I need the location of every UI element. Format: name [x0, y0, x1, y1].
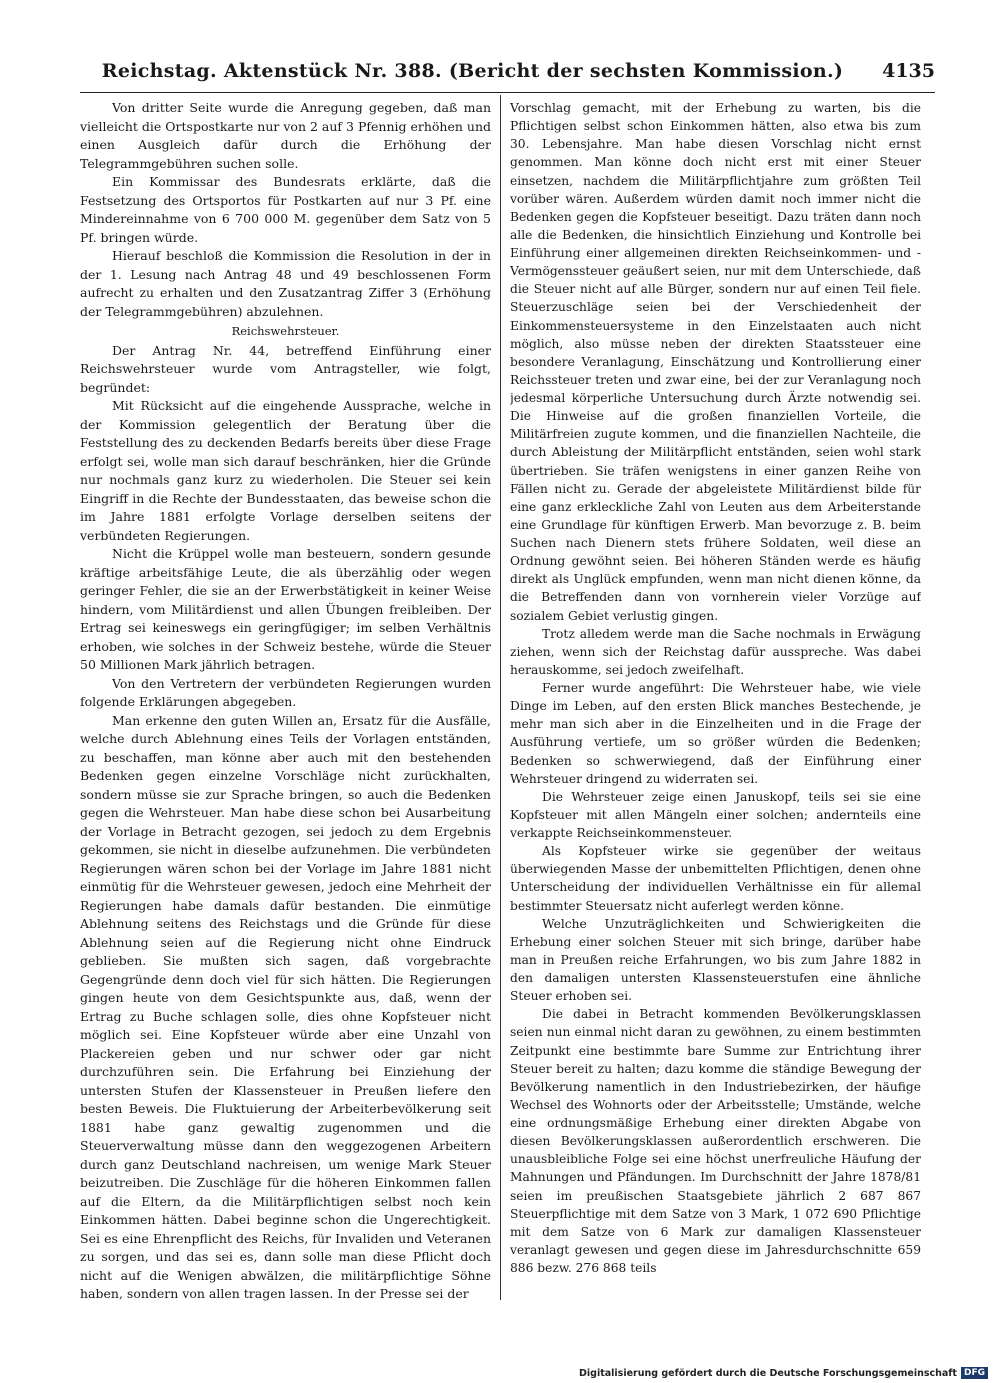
paragraph: Man erkenne den guten Willen an, Ersatz für die Ausfälle, welche durch Ablehnung eines Teils der Vorlagen entständen, zu beschaffen, man könne aber auch mit den bestehenden Bedenken gegen einzelne Vorschläge nicht zurückhalten, sondern müsse sie zur Sprache bringen, so auch die Bedenken gegen die Wehrsteuer. Man habe diese schon bei Ausarbeitung der Vorlage in Betracht gezogen, sei jedoch zu dem Ergebnis gekommen, sie nicht in dieselbe aufzunehmen. Die verbündeten Regierungen wären schon bei der Vorlage im Jahre 1881 nicht einmütig für die Wehrsteuer gewesen, jedoch eine Mehrheit der Regierungen habe damals dafür bestanden. Die einmütige Ablehnung seitens des Reichstags und die Gründe für diese Ablehnung seien auf die Regierung nicht ohne Eindruck geblieben. Sie mußten sich sagen, daß vorgebrachte Gegengründe denn doch viel für sich hätten. Die Regierungen gingen heute von dem Gesichtspunkte aus, daß, wenn der Ertrag zu Buche schlagen solle, dies ohne Kopfsteuer nicht möglich sei. Eine Kopfsteuer würde aber eine Unzahl von Plackereien geben und nur schwer oder gar nicht durchzuführen sein. Die Erfahrung bei Einziehung der untersten Stufen der Klassensteuer in Preußen liefere den besten Beweis. Die Fluktuierung der Arbeiterbevölkerung seit 1881 habe ganz gewaltig zugenommen und die Steuerverwaltung müsse dann den weggezogenen Arbeitern durch ganz Deutschland nachreisen, um wenige Mark Steuer beizutreiben. Die Zuschläge für die höheren Einkommen fallen auf die Eltern, da die Militärpflichtigen selbst noch kein Einkommen hätten. Dabei beginne schon die Ungerechtigkeit. Sei es eine Ehrenpflicht des Reichs, für Invaliden und Veteranen zu sorgen, und das sei es, dann solle man diese Pflicht doch nicht auf die Wenigen abwälzen, die militärpflichtige Söhne haben, sondern von allen tragen lassen. In der Presse sei der	[80, 712, 491, 1301]
paragraph: Von den Vertretern der verbündeten Regierungen wurden folgende Erklärungen abgegeben.	[80, 675, 491, 709]
paragraph: Trotz alledem werde man die Sache nochmals in Erwägung ziehen, wenn sich der Reichstag dafür ausspreche. Was dabei herauskomme, sei jedoch zweifelhaft.	[510, 626, 921, 677]
page-footer	[579, 1366, 988, 1380]
dfg-logo: DFG	[961, 1367, 988, 1379]
paragraph: Hierauf beschloß die Kommission die Resolution in der in der 1. Lesung nach Antrag 48 und 49 beschlossenen Form aufrecht zu erhalten und den Zusatzantrag Ziffer 3 (Erhöhung der Telegrammgebühren) abzulehnen.	[80, 248, 491, 319]
paragraph: Mit Rücksicht auf die eingehende Aussprache, welche in der Kommission gelegentlich der Beratung über die Feststellung des zu deckenden Bedarfs bereits über diese Frage erfolgt sei, wolle man sich darauf beschränken, hier die Gründe nur nochmals ganz kurz zu wiederholen. Die Steuer sei kein Eingriff in die Rechte der Bundesstaaten, das beweise schon die im Jahre 1881 erfolgte Vorlage derselben seitens der verbündeten Regierungen.	[80, 398, 491, 543]
paragraph: Der Antrag Nr. 44, betreffend Einführung einer Reichswehrsteuer wurde vom Antragsteller, wie folgt, begründet:	[80, 342, 491, 395]
paragraph: Von dritter Seite wurde die Anregung gegeben, daß man vielleicht die Ortspostkarte nur von 2 auf 3 Pfennig erhöhen und einen Ausgleich dafür durch die Erhöhung der Telegrammgebühren suchen solle.	[80, 100, 491, 171]
page-header	[80, 60, 935, 92]
paragraph: Ferner wurde angeführt: Die Wehrsteuer habe, wie viele Dinge im Leben, auf den ersten Blick manches Bestechende, je mehr man sich aber in die Einzelheiten und in die Frage der Ausführung vertiefe, um so größer würden die Bedenken; Bedenken so schwerwiegend, daß der Einführung einer Wehrsteuer dringend zu widerraten sei.	[510, 681, 921, 786]
funding-note: Digitalisierung gefördert durch die Deutsche Forschungsgemeinschaft	[579, 1367, 957, 1379]
paragraph-continued: Vorschlag gemacht, mit der Erhebung zu warten, bis die Pflichtigen selbst schon Einkommen hätten, also etwa bis zum 30. Lebensjahre. Man habe diesen Vorschlag nicht ernst genommen. Man könne doch nicht erst mit einer Steuer einsetzen, nachdem die Militärpflichtjahre zum größten Teil vorüber wären. Außerdem würden damit noch immer nicht die Bedenken gegen die Kopfsteuer beseitigt. Dazu träten dann noch alle die Bedenken, die hinsichtlich Einziehung und Kontrolle bei Einführung einer allgemeinen direkten Reichseinkommen- und -Vermögenssteuer geäußert seien, nur mit dem Unterschiede, daß die Steuer nicht auf alle Bürger, sondern nur auf einen Teil fiele. Steuerzuschläge seien bei der Verschiedenheit der Einkommensteuersysteme in den Einzelstaaten auch nicht möglich, also müsse neben der direkten Staatssteuer eine besondere Veranlagung, Einschätzung und Kontrollierung einer Reichssteuer treten und zwar eine, bei der zur Veranlagung noch jedesmal körperliche Untersuchung durch Ärzte notwendig sei. Die Hinweise auf die großen finanziellen Vorteile, die Militärfreien zugute kommen, und die finanziellen Nachteile, die durch Ableistung der Militärpflicht entständen, seien wohl stark übertrieben. Sie träfen wenigstens in einer ganzen Reihe von Fällen nicht zu. Gerade der abgeleistete Militärdienst bilde für eine ganz erkleckliche Zahl von Leuten aus dem Arbeiterstande eine Grundlage für künftigen Erwerb. Man bevorzuge z. B. beim Suchen nach Dienern stets frühere Soldaten, weil diese an Ordnung gewöhnt seien. Bei höheren Ständen werde es häufig direkt als Unglück empfunden, wenn man nicht dienen könne, da die Betreffenden dann von vornherein vieler Vorzüge auf sozialem Gebiet verlustig gingen.	[510, 101, 921, 623]
paragraph: Die dabei in Betracht kommenden Bevölkerungsklassen seien nun einmal nicht daran zu gewöhnen, zu einem bestimmten Zeitpunkt eine bestimmte bare Summe zur Entrichtung ihrer Steuer bereit zu halten; dazu komme die ständige Bewegung der Bevölkerung namentlich in den Industriebezirken, der häufige Wechsel des Wohnorts oder der Arbeitsstelle; Umstände, welche eine ordnungsmäßige Erhebung einer direkten Abgabe von diesen Bevölkerungsklassen außerordentlich erschweren. Die unausbleibliche Folge sei eine höchst unerfreuliche Häufung der Mahnungen und Pfändungen. Im Durchschnitt der Jahre 1878/81 seien im preußischen Staatsgebiete jährlich 2 687 867 Steuerpflichtige mit dem Satze von 3 Mark, 1 072 690 Pflichtige mit dem Satze von 6 Mark zur damaligen Klassensteuer veranlagt gewesen und gegen diese im Jahresdurchschnitte 659 886 bezw. 276 868 teils	[510, 1007, 921, 1275]
paragraph: Ein Kommissar des Bundesrats erklärte, daß die Festsetzung des Ortsportos für Postkarten auf nur 3 Pf. eine Mindereinnahme von 6 700 000 M. gegenüber dem Satz von 5 Pf. bringen würde.	[80, 174, 491, 245]
page-number: 4135	[882, 60, 935, 82]
left-column	[80, 99, 491, 1304]
column-divider	[500, 95, 501, 1300]
running-title: Reichstag. Aktenstück Nr. 388. (Bericht der sechsten Kommission.)	[101, 60, 844, 82]
header-rule	[80, 92, 935, 93]
paragraph: Nicht die Krüppel wolle man besteuern, sondern gesunde kräftige arbeitsfähige Leute, die als überzählig oder wegen geringer Fehler, die sie an der Erwerbstätigkeit in keiner Weise hindern, vom Militärdienst und allen Übungen freibleiben. Der Ertrag sei keineswegs ein geringfügiger; im selben Verhältnis erhoben, wie solches in der Schweiz bestehe, würde die Steuer 50 Millionen Mark jährlich betragen.	[80, 546, 491, 672]
paragraph: Als Kopfsteuer wirke sie gegenüber der weitaus überwiegenden Masse der unbemittelten Pflichtigen, denen ohne Unterscheidung der individuellen Verhältnisse ein für allemal bestimmter Steuersatz nicht auferlegt werden könne.	[510, 844, 921, 913]
right-column	[510, 99, 921, 1304]
paragraph: Die Wehrsteuer zeige einen Januskopf, teils sei sie eine Kopfsteuer mit allen Mängeln einer solchen; andernteils eine verkappte Reichseinkommensteuer.	[510, 789, 921, 840]
section-heading: Reichswehrsteuer.	[231, 324, 340, 338]
paragraph: Welche Unzuträglichkeiten und Schwierigkeiten die Erhebung einer solchen Steuer mit sich bringe, darüber habe man in Preußen reiche Erfahrungen, wo bis zum Jahre 1882 in den damaligen untersten Klassensteuerstufen eine ähnliche Steuer erhoben sei.	[510, 916, 921, 1004]
